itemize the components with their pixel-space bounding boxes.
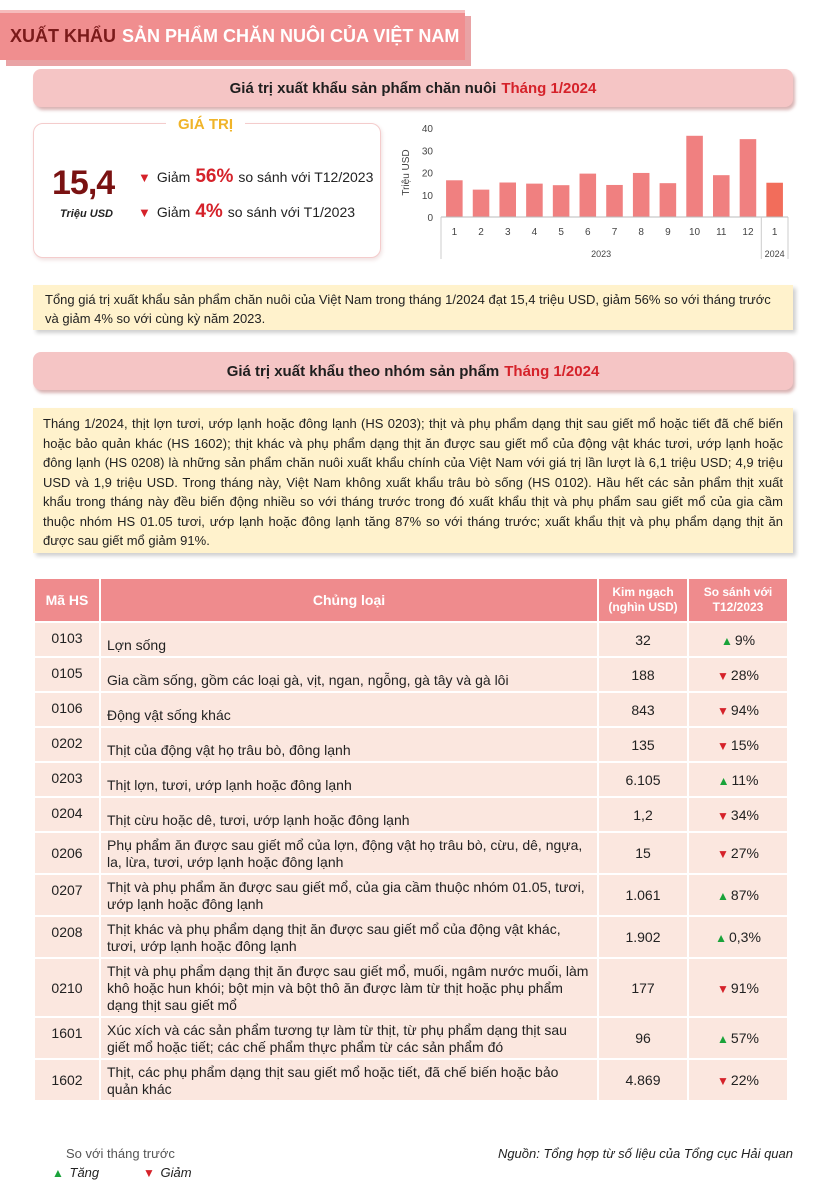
cell-product-name: Thịt, các phụ phẩm dạng thịt sau giết mổ hoặc tiết, đã chế biến hoặc bảo quản khác — [100, 1059, 598, 1101]
x-tick-label: 11 — [716, 227, 727, 238]
cell-product-name: Thịt cừu hoặc dê, tươi, ướp lạnh hoặc đông lạnh — [100, 797, 598, 832]
monthly-export-chart — [395, 117, 795, 267]
bar — [606, 185, 623, 217]
cell-hs-code: 1602 — [34, 1059, 100, 1101]
cell-hs-code: 0103 — [34, 622, 100, 657]
bar — [446, 180, 463, 217]
y-tick-label: 10 — [421, 190, 433, 202]
main-title-rest: SẢN PHẨM CHĂN NUÔI CỦA VIỆT NAM — [122, 26, 460, 46]
table-row — [34, 762, 788, 797]
down-triangle-icon: ▼ — [717, 847, 729, 861]
export-value: 15,4 — [52, 164, 115, 202]
cell-value: 32 — [598, 622, 688, 657]
col-header-code: Mã HS — [34, 578, 100, 622]
cell-compare — [688, 1017, 788, 1059]
cell-value: 6.105 — [598, 762, 688, 797]
y-tick-label: 30 — [421, 146, 433, 158]
cell-value: 188 — [598, 657, 688, 692]
legend-title: So với tháng trước — [66, 1146, 175, 1161]
bar — [766, 183, 783, 217]
x-tick-label: 7 — [611, 227, 618, 238]
section2-title: Giá trị xuất khẩu theo nhóm sản phẩm — [226, 362, 500, 380]
y-tick-label: 40 — [421, 124, 433, 135]
cell-value: 1,2 — [598, 797, 688, 832]
cell-hs-code: 0207 — [34, 874, 100, 916]
summary-text: Tổng giá trị xuất khẩu sản phẩm chăn nuôi của Việt Nam trong tháng 1/2024 đạt 15,4 triệu USD, giảm 56% so với tháng trước và giảm 4% so với cùng kỳ năm 2023. — [33, 285, 793, 330]
up-triangle-icon: ▲ — [52, 1166, 64, 1180]
x-tick-label: 10 — [689, 227, 701, 238]
description-text: Tháng 1/2024, thịt lợn tươi, ướp lạnh hoặc đông lạnh (HS 0203); thịt và phụ phẩm dạng thịt sau giết mổ hoặc tiết đã chế biến hoặc bảo quản khác (HS 1602); thịt khác và phụ phẩm dạng thịt ăn được sau giết mổ của động vật khác tươi, ướp lạnh hoặc đông lạnh (HS 0208) là những sản phẩm chăn nuôi xuất khẩu chính của Việt Nam với giá trị lần lượt là 6,1 triệu USD; 4,9 triệu USD và 1,9 triệu USD. Trong tháng này, Việt Nam không xuất khẩu trâu bò sống (HS 0102). Hầu hết các sản phẩm thịt xuất khẩu trong tháng này đều biến động nhiều so với tháng trước trong đó xuất khẩu thịt và phụ phẩm sau giết mổ của gia cầm thuộc nhóm HS 01.05 tươi, ướp lạnh hoặc đông lạnh tăng 87% so với tháng trước; xuất khẩu thịt và phụ phẩm dạng thịt ăn được sau giết mổ giảm 91%. — [33, 408, 793, 553]
cell-value: 1.902 — [598, 916, 688, 958]
table-row — [34, 1059, 788, 1101]
cell-compare — [688, 832, 788, 874]
cell-product-name: Xúc xích và các sản phẩm tương tự làm từ thịt, từ phụ phẩm dạng thịt sau giết mổ hoặc tiết; các chế phẩm thực phẩm từ các sản phẩm đó — [100, 1017, 598, 1059]
y-tick-label: 20 — [421, 168, 433, 180]
legend-down-label: Giảm — [160, 1165, 192, 1180]
up-triangle-icon: ▲ — [715, 931, 727, 945]
legend-up-label: Tăng — [69, 1165, 100, 1180]
compare-same-month-last-year — [138, 201, 355, 223]
compare2-suffix: so sánh với T1/2023 — [227, 204, 356, 220]
table-row — [34, 916, 788, 958]
cell-product-name: Thịt lợn, tươi, ướp lạnh hoặc đông lạnh — [100, 762, 598, 797]
x-tick-label: 6 — [585, 227, 591, 238]
bar — [740, 139, 757, 217]
section2-period: Tháng 1/2024 — [504, 362, 600, 380]
table-row — [34, 1017, 788, 1059]
up-triangle-icon: ▲ — [717, 773, 730, 788]
cell-product-name: Thịt và phụ phẩm dạng thịt ăn được sau giết mổ, muối, ngâm nước muối, làm khô hoặc hun khói; bột mịn và bột thô ăn được làm từ thịt hoặc phụ phẩm dạng thịt sau giết mổ — [100, 958, 598, 1017]
cell-product-name: Lợn sống — [100, 622, 598, 657]
cell-compare — [688, 692, 788, 727]
down-triangle-icon: ▼ — [717, 808, 729, 823]
legend-increase — [52, 1165, 99, 1180]
cell-hs-code: 0208 — [34, 916, 100, 958]
down-triangle-icon: ▼ — [717, 703, 729, 718]
compare-pct: 28% — [730, 666, 759, 683]
compare-pct: 15% — [730, 736, 759, 753]
bar — [499, 183, 516, 217]
cell-compare — [688, 916, 788, 958]
compare1-pct: 56% — [195, 166, 234, 187]
compare-pct: 87% — [730, 887, 759, 903]
cell-value: 1.061 — [598, 874, 688, 916]
x-tick-label: 1 — [451, 227, 458, 238]
up-triangle-icon: ▲ — [717, 889, 729, 903]
x-tick-label: 5 — [558, 227, 564, 238]
bar — [526, 184, 543, 217]
table-row — [34, 622, 788, 657]
compare1-prefix: Giảm — [156, 169, 191, 185]
hs-code-table — [33, 577, 789, 1102]
bar — [660, 183, 677, 217]
section-export-value-header — [33, 69, 793, 107]
compare1-suffix: so sánh với T12/2023 — [238, 169, 374, 185]
table-row — [34, 958, 788, 1017]
cell-product-name: Phụ phẩm ăn được sau giết mổ của lợn, động vật họ trâu bò, cừu, dê, ngựa, la, lừa, tươi, ướp lạnh hoặc đông lạnh — [100, 832, 598, 874]
down-triangle-icon: ▼ — [717, 981, 729, 996]
compare-pct: 9% — [734, 631, 756, 648]
cell-product-name: Thịt khác và phụ phẩm dạng thịt ăn được sau giết mổ của động vật khác, tươi, ướp lạnh hoặc đông lạnh — [100, 916, 598, 958]
compare-pct: 57% — [730, 1030, 759, 1046]
cell-value: 177 — [598, 958, 688, 1017]
cell-product-name: Thịt của động vật họ trâu bò, đông lạnh — [100, 727, 598, 762]
x-tick-label: 9 — [665, 227, 671, 238]
cell-product-name: Thịt và phụ phẩm ăn được sau giết mổ, của gia cầm thuộc nhóm 01.05, tươi, ướp lạnh hoặc đông lạnh — [100, 874, 598, 916]
bar — [686, 136, 703, 217]
section1-title: Giá trị xuất khẩu sản phẩm chăn nuôi — [229, 79, 497, 97]
cell-hs-code: 1601 — [34, 1017, 100, 1059]
value-card-label: GIÁ TRỊ — [166, 116, 245, 133]
main-title — [0, 10, 465, 60]
compare-pct: 94% — [730, 701, 759, 718]
bar — [553, 185, 570, 217]
up-triangle-icon: ▲ — [717, 1032, 729, 1046]
down-triangle-icon: ▼ — [717, 1074, 729, 1088]
group-label: 2024 — [764, 249, 785, 259]
table-row — [34, 874, 788, 916]
cell-value: 4.869 — [598, 1059, 688, 1101]
source-note: Nguồn: Tổng hợp từ số liệu của Tổng cục Hải quan — [497, 1146, 793, 1161]
y-axis-label: Triệu USD — [401, 149, 412, 196]
down-triangle-icon: ▼ — [138, 205, 151, 220]
cell-hs-code: 0202 — [34, 727, 100, 762]
table-row — [34, 657, 788, 692]
cell-value: 135 — [598, 727, 688, 762]
x-tick-label: 12 — [742, 227, 754, 238]
table-row — [34, 727, 788, 762]
bar — [473, 190, 490, 217]
table-header-row — [34, 578, 788, 622]
compare-pct: 91% — [730, 979, 759, 996]
table-row — [34, 832, 788, 874]
cell-value: 15 — [598, 832, 688, 874]
bar — [713, 175, 730, 217]
main-title-accent: XUẤT KHẨU — [10, 26, 116, 46]
up-triangle-icon: ▲ — [720, 633, 733, 648]
col-header-value: Kim ngạch (nghìn USD) — [598, 578, 688, 622]
col-header-name: Chủng loại — [100, 578, 598, 622]
down-triangle-icon: ▼ — [143, 1166, 155, 1180]
main-title-banner — [0, 10, 465, 60]
cell-compare — [688, 958, 788, 1017]
cell-compare — [688, 622, 788, 657]
cell-compare — [688, 657, 788, 692]
x-tick-label: 1 — [771, 227, 778, 238]
cell-compare — [688, 874, 788, 916]
bar — [633, 173, 650, 217]
bar-chart-svg — [395, 117, 795, 267]
cell-hs-code: 0203 — [34, 762, 100, 797]
section1-period: Tháng 1/2024 — [501, 79, 597, 97]
value-card — [33, 116, 381, 258]
down-triangle-icon: ▼ — [138, 170, 151, 185]
group-label: 2023 — [591, 249, 612, 259]
compare-pct: 27% — [730, 845, 759, 861]
cell-compare — [688, 797, 788, 832]
cell-hs-code: 0206 — [34, 832, 100, 874]
compare-pct: 0,3% — [728, 929, 761, 945]
x-tick-label: 3 — [504, 227, 511, 238]
compare-pct: 34% — [730, 806, 759, 823]
cell-compare — [688, 762, 788, 797]
table-row — [34, 692, 788, 727]
section-by-product-header — [33, 352, 793, 390]
compare-pct: 11% — [731, 771, 759, 788]
table-row — [34, 797, 788, 832]
cell-compare — [688, 727, 788, 762]
cell-product-name: Động vật sống khác — [100, 692, 598, 727]
cell-hs-code: 0105 — [34, 657, 100, 692]
y-tick-label: 0 — [427, 213, 433, 224]
export-value-unit: Triệu USD — [60, 208, 113, 220]
compare-pct: 22% — [730, 1072, 759, 1088]
legend-decrease — [143, 1165, 192, 1180]
cell-hs-code: 0106 — [34, 692, 100, 727]
cell-hs-code: 0204 — [34, 797, 100, 832]
compare2-prefix: Giảm — [156, 204, 191, 220]
compare2-pct: 4% — [195, 201, 223, 222]
down-triangle-icon: ▼ — [717, 738, 729, 753]
col-header-compare: So sánh với T12/2023 — [688, 578, 788, 622]
cell-value: 96 — [598, 1017, 688, 1059]
cell-product-name: Gia cầm sống, gồm các loại gà, vịt, ngan, ngỗng, gà tây và gà lôi — [100, 657, 598, 692]
cell-compare — [688, 1059, 788, 1101]
x-tick-label: 4 — [531, 227, 538, 238]
compare-prev-month — [138, 166, 373, 188]
x-tick-label: 2 — [478, 227, 484, 238]
cell-value: 843 — [598, 692, 688, 727]
x-tick-label: 8 — [638, 227, 644, 238]
bar — [580, 174, 597, 217]
cell-hs-code: 0210 — [34, 958, 100, 1017]
down-triangle-icon: ▼ — [717, 668, 729, 683]
